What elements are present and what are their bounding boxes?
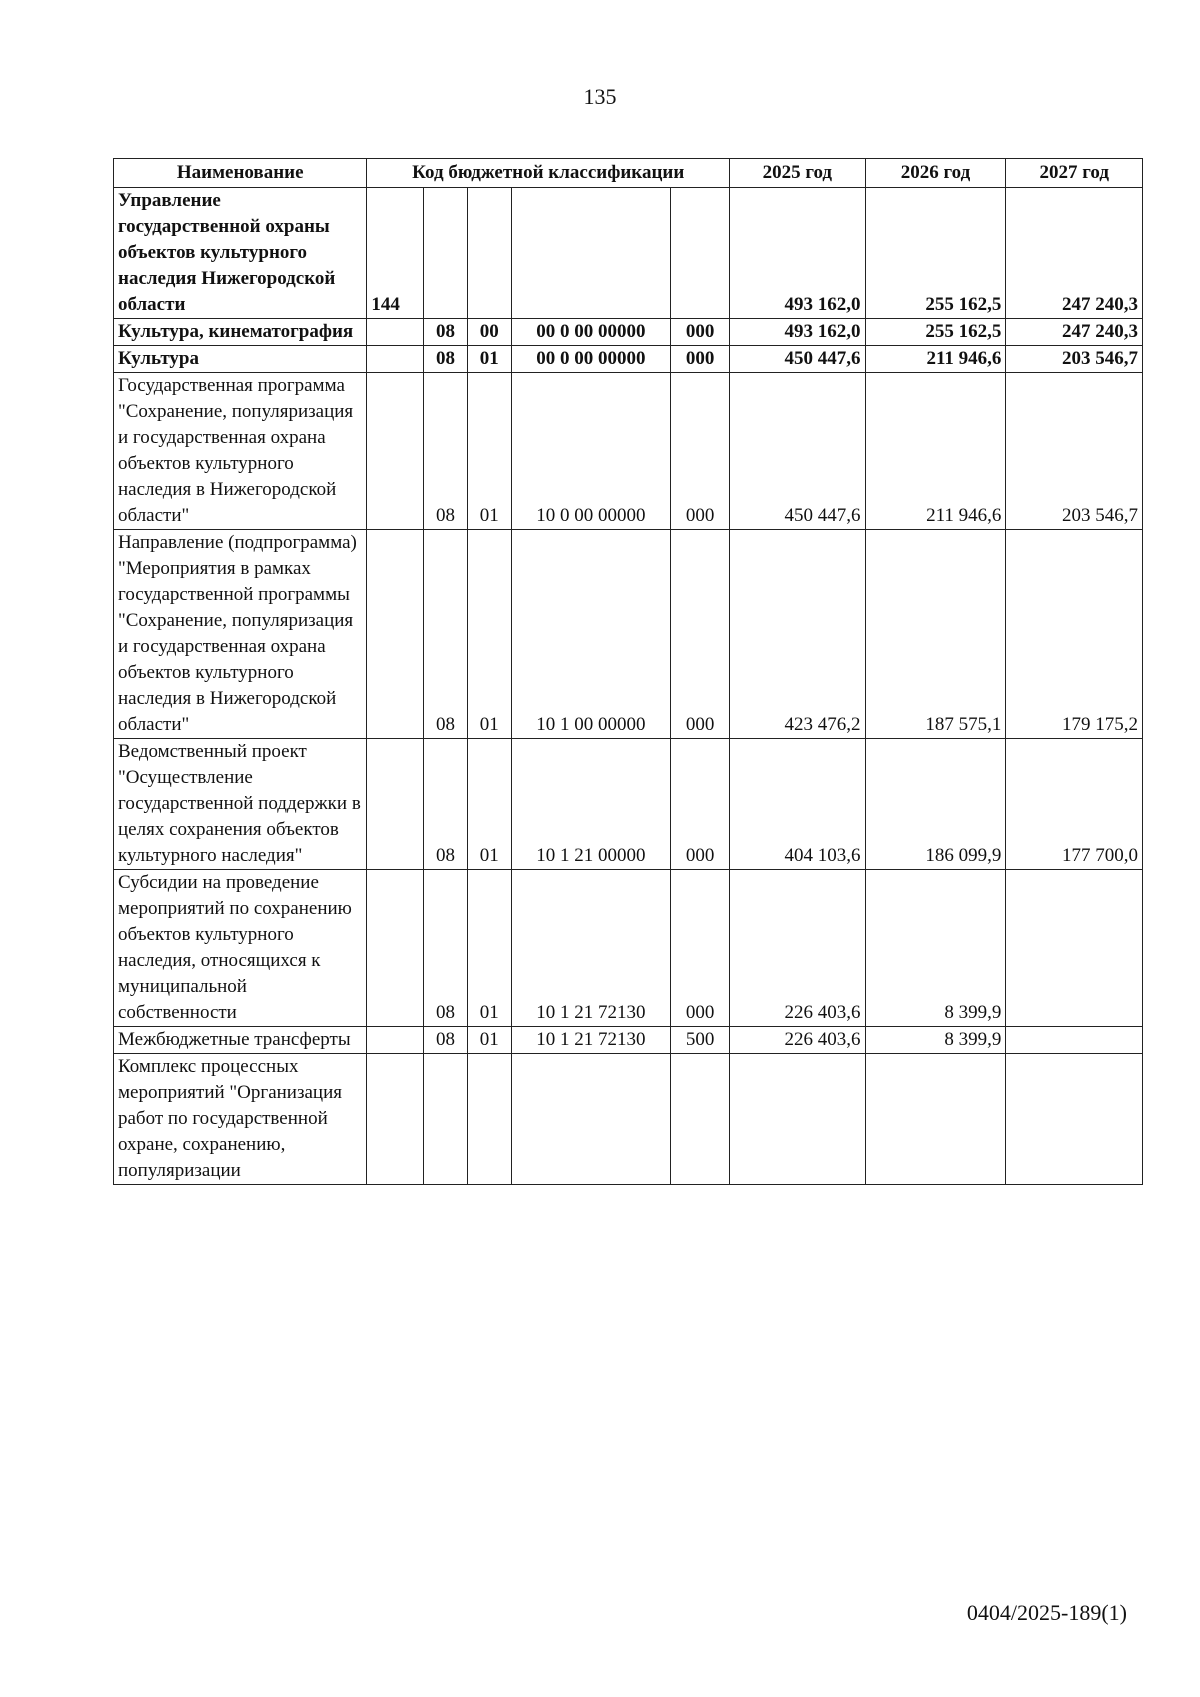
row-vedomstvo bbox=[367, 530, 424, 739]
row-razdel bbox=[424, 1054, 468, 1185]
row-name: Государственная программа "Сохранение, популяризация и государственная охрана объектов культурного наследия в Нижегородской области" bbox=[114, 373, 367, 530]
row-2025: 226 403,6 bbox=[730, 870, 865, 1027]
row-csr: 00 0 00 00000 bbox=[511, 346, 670, 373]
row-name: Управление государственной охраны объектов культурного наследия Нижегородской области bbox=[114, 188, 367, 319]
row-2026: 187 575,1 bbox=[865, 530, 1006, 739]
row-csr: 00 0 00 00000 bbox=[511, 319, 670, 346]
header-2026: 2026 год bbox=[865, 159, 1006, 188]
row-podrazdel: 01 bbox=[467, 1027, 511, 1054]
page-number: 135 bbox=[583, 84, 617, 109]
row-2025 bbox=[730, 1054, 865, 1185]
row-razdel: 08 bbox=[424, 346, 468, 373]
row-name: Направление (подпрограмма) "Мероприятия в рамках государственной программы "Сохранение, популяризация и государственная охрана объектов культурного наследия в Нижегородской области" bbox=[114, 530, 367, 739]
row-2027: 203 546,7 bbox=[1006, 346, 1143, 373]
row-2026: 211 946,6 bbox=[865, 373, 1006, 530]
row-name: Комплекс процессных мероприятий "Организация работ по государственной охране, сохранению, популяризации bbox=[114, 1054, 367, 1185]
row-vr bbox=[671, 1054, 730, 1185]
header-2027: 2027 год bbox=[1006, 159, 1143, 188]
header-2025: 2025 год bbox=[730, 159, 865, 188]
budget-table bbox=[113, 158, 1143, 1185]
table-row bbox=[114, 319, 1143, 346]
row-vr: 000 bbox=[671, 530, 730, 739]
row-2026 bbox=[865, 1054, 1006, 1185]
row-vr: 000 bbox=[671, 319, 730, 346]
row-csr: 10 1 00 00000 bbox=[511, 530, 670, 739]
row-2025: 423 476,2 bbox=[730, 530, 865, 739]
row-2027: 247 240,3 bbox=[1006, 188, 1143, 319]
row-2027: 247 240,3 bbox=[1006, 319, 1143, 346]
table-row bbox=[114, 1027, 1143, 1054]
row-2027: 179 175,2 bbox=[1006, 530, 1143, 739]
table-row bbox=[114, 739, 1143, 870]
row-vr: 500 bbox=[671, 1027, 730, 1054]
row-csr bbox=[511, 188, 670, 319]
row-2026: 8 399,9 bbox=[865, 1027, 1006, 1054]
row-2025: 450 447,6 bbox=[730, 346, 865, 373]
row-razdel: 08 bbox=[424, 530, 468, 739]
row-vedomstvo bbox=[367, 1054, 424, 1185]
table-row bbox=[114, 870, 1143, 1027]
table-header-row bbox=[114, 159, 1143, 188]
row-podrazdel: 01 bbox=[467, 530, 511, 739]
row-2026: 186 099,9 bbox=[865, 739, 1006, 870]
row-vedomstvo bbox=[367, 373, 424, 530]
row-name: Межбюджетные трансферты bbox=[114, 1027, 367, 1054]
table-row bbox=[114, 188, 1143, 319]
row-csr: 10 1 21 00000 bbox=[511, 739, 670, 870]
row-razdel: 08 bbox=[424, 739, 468, 870]
row-2025: 404 103,6 bbox=[730, 739, 865, 870]
row-vr bbox=[671, 188, 730, 319]
row-podrazdel: 01 bbox=[467, 739, 511, 870]
row-name: Субсидии на проведение мероприятий по сохранению объектов культурного наследия, относящихся к муниципальной собственности bbox=[114, 870, 367, 1027]
row-razdel: 08 bbox=[424, 870, 468, 1027]
row-vedomstvo bbox=[367, 739, 424, 870]
row-vr: 000 bbox=[671, 870, 730, 1027]
row-podrazdel: 01 bbox=[467, 346, 511, 373]
row-2027 bbox=[1006, 870, 1143, 1027]
table-row bbox=[114, 530, 1143, 739]
row-vedomstvo: 144 bbox=[367, 188, 424, 319]
row-name: Культура, кинематография bbox=[114, 319, 367, 346]
row-podrazdel bbox=[467, 1054, 511, 1185]
row-vedomstvo bbox=[367, 319, 424, 346]
row-vedomstvo bbox=[367, 1027, 424, 1054]
row-csr: 10 1 21 72130 bbox=[511, 1027, 670, 1054]
row-podrazdel: 00 bbox=[467, 319, 511, 346]
row-podrazdel: 01 bbox=[467, 870, 511, 1027]
header-code: Код бюджетной классификации bbox=[367, 159, 730, 188]
row-vr: 000 bbox=[671, 373, 730, 530]
row-2026: 8 399,9 bbox=[865, 870, 1006, 1027]
row-csr: 10 1 21 72130 bbox=[511, 870, 670, 1027]
row-2025: 493 162,0 bbox=[730, 188, 865, 319]
row-2027 bbox=[1006, 1027, 1143, 1054]
row-vedomstvo bbox=[367, 346, 424, 373]
row-podrazdel bbox=[467, 188, 511, 319]
table-row bbox=[114, 373, 1143, 530]
row-vr: 000 bbox=[671, 739, 730, 870]
document-code: 0404/2025-189(1) bbox=[966, 1600, 1127, 1625]
row-podrazdel: 01 bbox=[467, 373, 511, 530]
row-2026: 255 162,5 bbox=[865, 188, 1006, 319]
row-csr bbox=[511, 1054, 670, 1185]
row-razdel: 08 bbox=[424, 1027, 468, 1054]
row-csr: 10 0 00 00000 bbox=[511, 373, 670, 530]
table-row bbox=[114, 1054, 1143, 1185]
table-row bbox=[114, 346, 1143, 373]
row-vr: 000 bbox=[671, 346, 730, 373]
row-2026: 255 162,5 bbox=[865, 319, 1006, 346]
row-name: Культура bbox=[114, 346, 367, 373]
row-2027: 203 546,7 bbox=[1006, 373, 1143, 530]
row-razdel: 08 bbox=[424, 373, 468, 530]
row-2027: 177 700,0 bbox=[1006, 739, 1143, 870]
row-name: Ведомственный проект "Осуществление государственной поддержки в целях сохранения объектов культурного наследия" bbox=[114, 739, 367, 870]
row-2027 bbox=[1006, 1054, 1143, 1185]
header-name: Наименование bbox=[114, 159, 367, 188]
row-2025: 450 447,6 bbox=[730, 373, 865, 530]
row-2026: 211 946,6 bbox=[865, 346, 1006, 373]
row-razdel: 08 bbox=[424, 319, 468, 346]
row-2025: 226 403,6 bbox=[730, 1027, 865, 1054]
row-razdel bbox=[424, 188, 468, 319]
row-vedomstvo bbox=[367, 870, 424, 1027]
row-2025: 493 162,0 bbox=[730, 319, 865, 346]
